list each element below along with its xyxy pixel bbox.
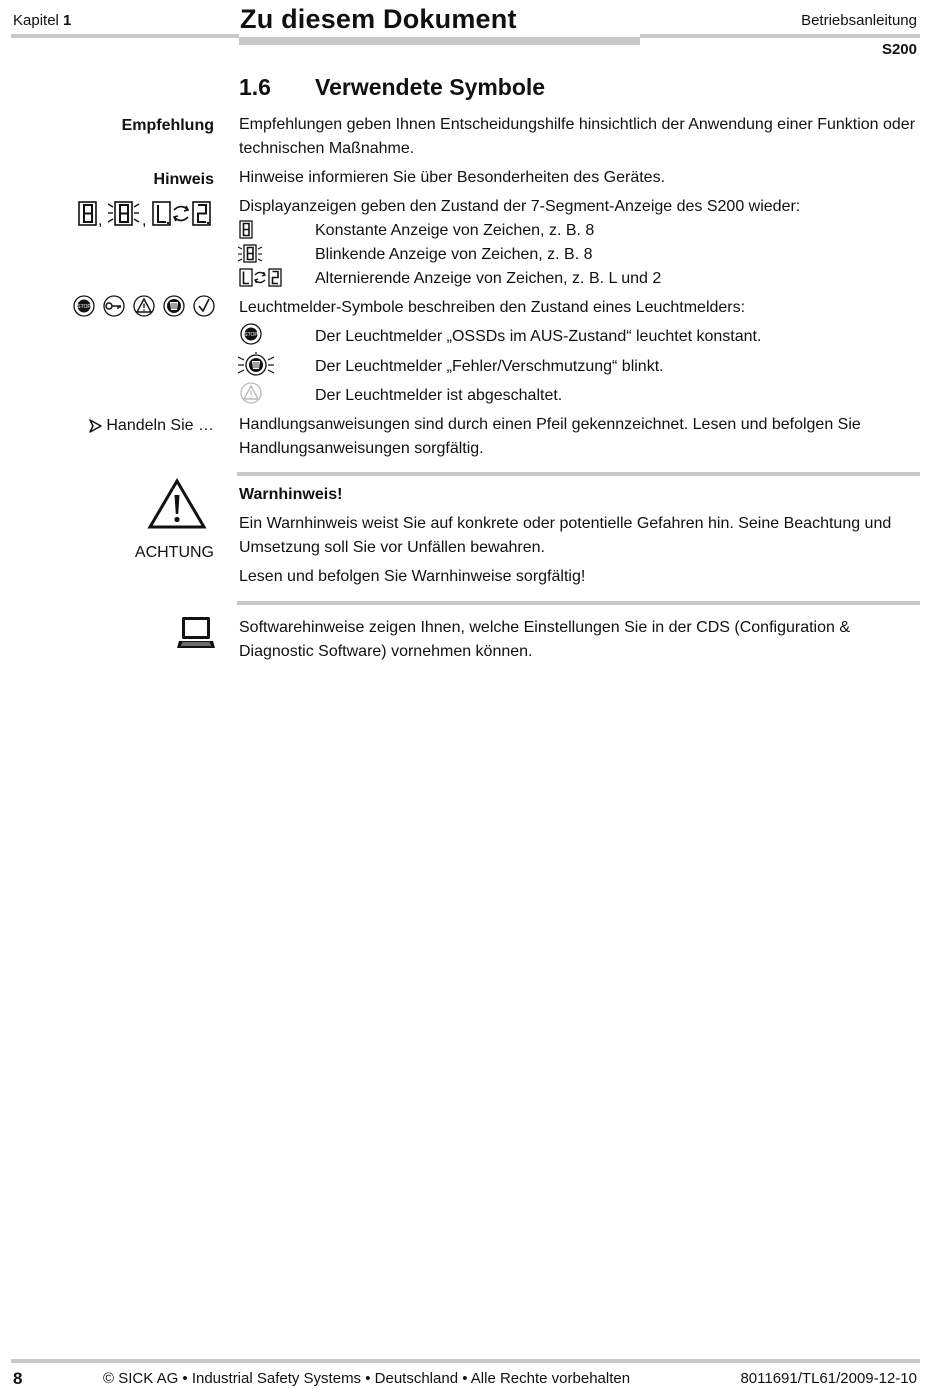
- display-item-blinking: Blinkende Anzeige von Zeichen, z. B. 8: [315, 246, 593, 263]
- seven-segment-l-2-alternating-icon: [239, 268, 285, 288]
- header-rule-right: [640, 34, 920, 38]
- svg-text:,: ,: [98, 212, 103, 228]
- display-item-constant: Konstante Anzeige von Zeichen, z. B. 8: [315, 222, 595, 239]
- led-symbols-icon: [72, 294, 216, 318]
- footer-doc-number: 8011691/TL61/2009-12-10: [740, 1370, 917, 1387]
- seven-segment-8-blinking-icon: [237, 244, 263, 264]
- warning-text-2: Lesen und befolgen Sie Warnhinweise sorgfältig!: [239, 568, 586, 585]
- label-handeln-text: Handeln Sie …: [106, 417, 214, 434]
- doc-type: Betriebsanleitung: [801, 12, 917, 29]
- seven-segment-8-icon: [239, 220, 255, 240]
- laptop-icon: [177, 615, 215, 651]
- label-empfehlung: Empfehlung: [121, 117, 214, 134]
- chapter-label: Kapitel: [13, 12, 59, 29]
- text-leds: Leuchtmelder-Symbole beschreiben den Zustand eines Leuchtmelders:: [239, 299, 746, 316]
- warning-led-off-icon: [239, 381, 263, 405]
- warning-text: Ein Warnhinweis weist Sie auf konkrete oder potentielle Gefahren hin. Seine Beachtung und Umsetzung soll Sie vor Unfällen bewahren.: [239, 515, 892, 556]
- display-item-alternating: Alternierende Anzeige von Zeichen, z. B. L und 2: [315, 270, 662, 287]
- section-number: 1.6: [239, 74, 271, 100]
- warning-rule-bottom: [237, 601, 920, 605]
- label-hinweis: Hinweis: [153, 171, 214, 188]
- chapter-indicator: [13, 12, 71, 29]
- footer-rule: [11, 1359, 920, 1363]
- text-hinweis: Hinweise informieren Sie über Besonderheiten des Gerätes.: [239, 169, 666, 186]
- header-rule-center: [239, 37, 640, 45]
- page-number: 8: [13, 1369, 23, 1388]
- text-display: Displayanzeigen geben den Zustand der 7-Segment-Anzeige des S200 wieder:: [239, 198, 801, 215]
- warning-title: Warnhinweis!: [239, 486, 343, 503]
- svg-text:,: ,: [142, 212, 147, 228]
- footer-copyright: © SICK AG • Industrial Safety Systems • Deutschland • Alle Rechte vorbehalten: [103, 1370, 631, 1387]
- section-title: Verwendete Symbole: [315, 74, 546, 100]
- error-led-blinking-icon: [237, 352, 275, 378]
- text-handeln: Handlungsanweisungen sind durch einen Pfeil gekennzeichnet. Lesen und befolgen Sie Handlungsanweisungen sorgfältig.: [239, 416, 861, 457]
- label-handeln: [88, 417, 214, 435]
- warning-rule-top: [237, 472, 920, 476]
- led-item-off: Der Leuchtmelder ist abgeschaltet.: [315, 387, 563, 404]
- stop-led-icon-text: STOP: [244, 332, 258, 338]
- header-rule-left: [11, 34, 239, 38]
- product-name: S200: [881, 41, 917, 58]
- chapter-number: 1: [63, 12, 72, 29]
- display-symbols-icon: [78, 200, 216, 228]
- led-item-stop: Der Leuchtmelder „OSSDs im AUS-Zustand“ leuchtet konstant.: [315, 328, 762, 345]
- text-software: Softwarehinweise zeigen Ihnen, welche Einstellungen Sie in der CDS (Configuration & Diagnostic Software) vornehmen können.: [239, 619, 851, 660]
- text-empfehlung: Empfehlungen geben Ihnen Entscheidungshilfe hinsichtlich der Anwendung einer Funktion oder technischen Maßnahme.: [239, 116, 916, 157]
- document-title: Zu diesem Dokument: [240, 4, 517, 34]
- stop-icon-text: STOP: [77, 304, 91, 310]
- led-item-error: Der Leuchtmelder „Fehler/Verschmutzung“ blinkt.: [315, 358, 664, 375]
- action-arrow-icon: [88, 419, 102, 433]
- stop-led-icon: [239, 322, 263, 346]
- label-achtung: ACHTUNG: [134, 544, 214, 561]
- warning-triangle-icon: [147, 478, 207, 530]
